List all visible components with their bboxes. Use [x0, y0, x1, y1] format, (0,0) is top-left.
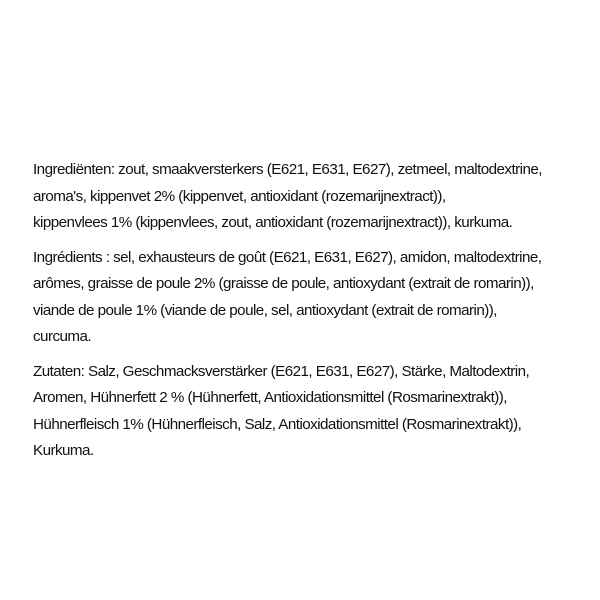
ingredients-line: Hühnerfleisch 1% (Hühnerfleisch, Salz, Antioxidationsmittel (Rosmarinextrakt)), [33, 415, 522, 433]
ingredients-line: Kurkuma. [33, 442, 94, 459]
ingredients-label [33, 157, 593, 473]
ingredients-line: curcuma. [33, 328, 92, 345]
ingredients-german [33, 359, 593, 465]
ingredients-line: Ingrédients : sel, exhausteurs de goût (E621, E631, E627), amidon, maltodextrine, [33, 248, 542, 266]
ingredients-line: kippenvlees 1% (kippenvlees, zout, antioxidant (rozemarijnextract)), kurkuma. [33, 214, 513, 231]
ingredients-french [33, 245, 593, 351]
ingredients-dutch [33, 157, 593, 237]
ingredients-line: Aromen, Hühnerfett 2 % (Hühnerfett, Antioxidationsmittel (Rosmarinextrakt)), [33, 389, 507, 406]
ingredients-line: Ingrediënten: zout, smaakversterkers (E621, E631, E627), zetmeel, maltodextrine, [33, 161, 542, 178]
ingredients-line: Zutaten: Salz, Geschmacksverstärker (E621, E631, E627), Stärke, Maltodextrin, [33, 362, 530, 380]
ingredients-line: arômes, graisse de poule 2% (graisse de poule, antioxydant (extrait de romarin)), [33, 275, 534, 292]
ingredients-line: viande de poule 1% (viande de poule, sel, antioxydant (extrait de romarin)), [33, 301, 497, 319]
ingredients-line: aroma's, kippenvet 2% (kippenvet, antioxidant (rozemarijnextract)), [33, 187, 446, 205]
